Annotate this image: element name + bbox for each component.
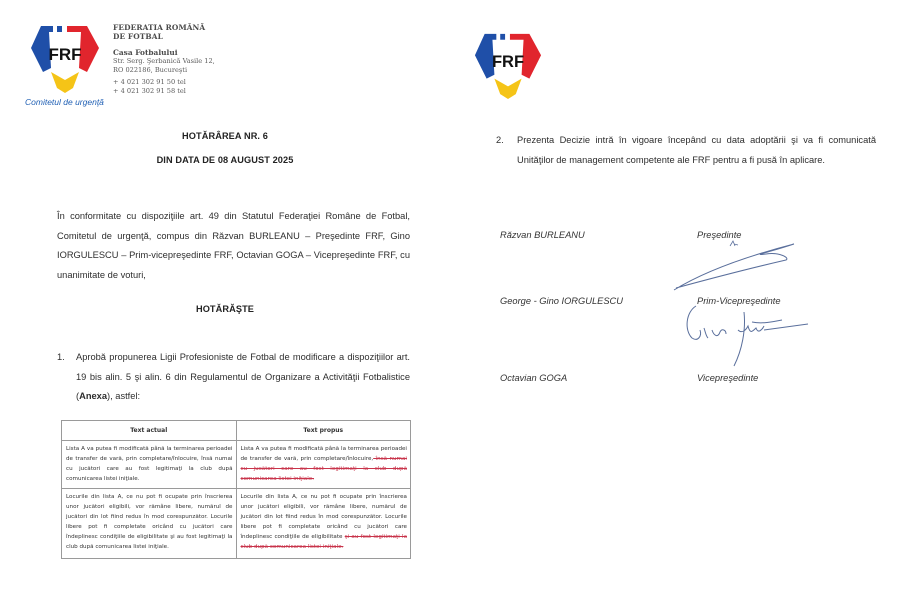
proposed-text-cell (236, 441, 411, 489)
item-text-part1: Aprobă propunerea Ligii Profesioniste de Fotbal de modificare a dispoziţiilor art. 19 bis alin. 5 şi alin. 6 din Regulamentul de Organizare a Activităţii Fotbalistice ( (76, 352, 410, 401)
item-text-part2: ), astfel: (107, 391, 141, 401)
table-row (62, 441, 411, 489)
current-text-cell: Locurile din lista A, ce nu pot fi ocupate prin înscrierea unor jucători eligibili, vor rămâne libere, numărul de jucători din lot fiind redus în mod corespunzător. Locurile libere pot fi completate oricând cu jucători care îndeplinesc condiţiile de eligibilitate şi au fost legitimaţi la club după comunicarea listei iniţiale. (62, 489, 237, 559)
signatory-name: George - Gino IORGULESCU (500, 296, 623, 306)
decision-date: DIN DATA DE 08 AUGUST 2025 (156, 155, 294, 165)
annex-reference: Anexa (79, 391, 108, 401)
item-text: Prezenta Decizie intră în vigoare începând cu data adoptării şi va fi comunicată Unităţilor de management competente ale FRF pentru a fi pusă în aplicare. (517, 135, 876, 165)
amendment-table (61, 420, 411, 559)
address-line2: RO 022186, Bucureşti (113, 65, 188, 74)
frf-logo-icon (29, 22, 101, 94)
proposed-text-cell (236, 489, 411, 559)
document-page-2 (450, 0, 900, 600)
item-text (76, 348, 410, 407)
deleted-text: însă numai cu jucători care au fost legitimaţi la club după comunicarea listei iniţiale. (240, 456, 407, 482)
federation-name-line1: FEDERATIA ROMÂNĂ (113, 23, 206, 32)
kept-text: Lista A va putea fi modificată până la terminarea perioadei de transfer de vară, prin completare/înlocuire, (240, 446, 407, 462)
decides-heading: HOTĂRĂŞTE (195, 304, 255, 314)
svg-text:FRF: FRF (491, 51, 525, 71)
address-line1: Str. Serg. Şerbanică Vasile 12, (113, 57, 215, 65)
current-text-cell: Lista A va putea fi modificată până la terminarea perioadei de transfer de vară, prin completare/înlocuire, însă numai cu jucători care au fost legitimaţi la club după comunicarea listei iniţiale. (62, 441, 237, 489)
federation-name-line2: DE FOTBAL (113, 32, 163, 41)
federation-address-block (113, 23, 215, 95)
phone-line1: + 4 021 302 91 50 tel (113, 78, 186, 86)
signatory-name: Răzvan BURLEANU (500, 230, 585, 240)
decision-item-2 (496, 131, 876, 173)
signatory-role: Vicepreşedinte (697, 373, 759, 383)
signatory-role: Prim-Vicepreşedinte (697, 296, 781, 306)
item-number: 2. (496, 135, 504, 145)
phone-line2: + 4 021 302 91 58 tel (113, 86, 186, 95)
decision-item-1 (57, 348, 410, 408)
signatory-role: Preşedinte (697, 230, 742, 240)
header-proposed-text: Text propus (236, 421, 411, 441)
table-row (62, 489, 411, 559)
decision-title: HOTĂRÂREA NR. 6 (182, 131, 268, 141)
committee-label: Comitetul de urgenţă (25, 97, 104, 107)
item-number: 1. (57, 352, 65, 362)
signatory-name: Octavian GOGA (500, 373, 568, 383)
preamble-paragraph: În conformitate cu dispoziţiile art. 49 din Statutul Federaţiei Române de Fotbal, Comitetul de urgenţă, compus din Răzvan BURLEANU – Preşedinte FRF, Gino IORGULESCU – Prim-vicepreşedinte FRF, Octavian GOGA – Vicepreşedinte FRF, cu unanimitate de voturi, (57, 211, 410, 280)
signature-burleanu-icon (670, 236, 800, 294)
header-current-text: Text actual (62, 421, 237, 441)
signature-iorgulescu-icon (682, 300, 812, 372)
svg-text:FRF: FRF (48, 45, 82, 64)
kept-text: Locurile din lista A, ce nu pot fi ocupate prin înscrierea unor jucători eligibili, vor rămâne libere, numărul de jucători din lot fiind redus în mod corespunzător. Locurile libere pot fi completate oricând cu jucători care îndeplinesc condiţiile de eligibilitate (240, 494, 407, 540)
frf-logo-icon (473, 30, 543, 100)
house-name: Casa Fotbalului (113, 48, 178, 57)
deleted-text: şi au fost legitimaţi la club după comunicarea listei iniţiale. (240, 534, 407, 550)
